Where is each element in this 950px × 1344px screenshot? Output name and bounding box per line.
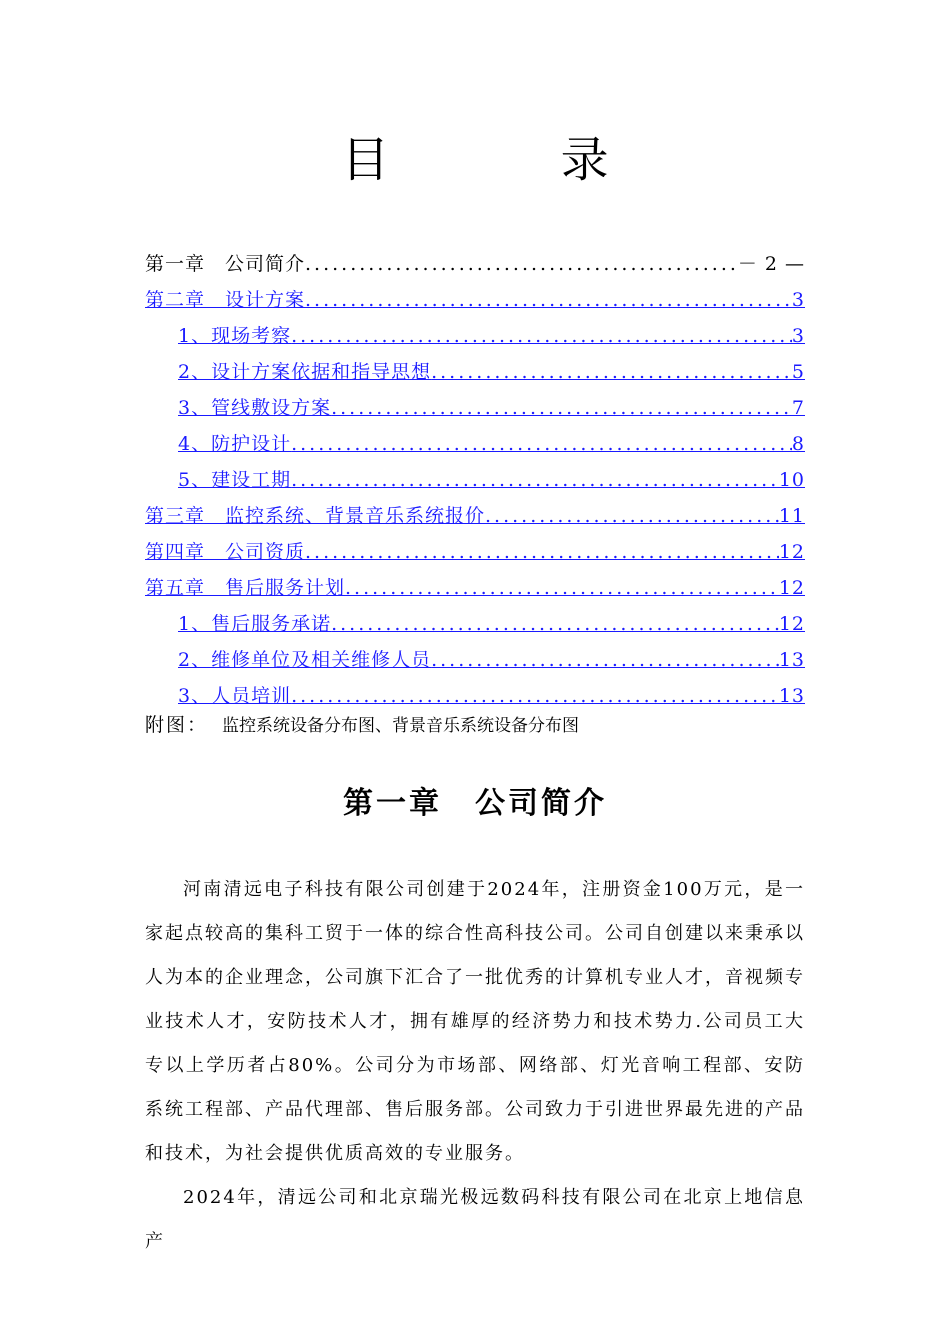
toc-entry-pipeline-plan[interactable]: [145, 384, 805, 420]
toc-entry-chapter-5[interactable]: [145, 564, 805, 600]
toc-leader-dots: [431, 648, 779, 672]
toc-entry-label: 3、管线敷设方案: [178, 397, 332, 419]
toc-entry-page: 3: [791, 325, 805, 347]
toc-entry-label: 第二章 设计方案: [145, 289, 306, 311]
toc-entry-page: 13: [778, 649, 805, 671]
toc-entry-page: 10: [778, 469, 805, 491]
toc-leader-dots: [291, 432, 792, 456]
toc-leader-dots: [431, 360, 792, 384]
toc-leader-dots: [291, 324, 792, 348]
toc-leader-dots: [345, 576, 779, 600]
toc-entry-page: 7: [791, 397, 805, 419]
toc-entry-label: 4、防护设计: [178, 433, 292, 455]
toc-entry-page: 5: [791, 361, 805, 383]
toc-entry-page: 3: [791, 289, 805, 311]
toc-entry-label: 1、现场考察: [178, 325, 292, 347]
appendix-label: 附图：: [145, 713, 209, 736]
chapter-body: [145, 868, 805, 1264]
toc-entry-design-basis[interactable]: [145, 348, 805, 384]
toc-entry-page: － 2 —: [737, 253, 805, 275]
toc-leader-dots: [331, 612, 779, 636]
appendix-text: 监控系统设备分布图、背景音乐系统设备分布图: [222, 715, 580, 736]
toc-entry-staff-training[interactable]: [145, 672, 805, 708]
toc-entry-label: 第四章 公司资质: [145, 541, 306, 563]
toc-entry-chapter-3[interactable]: [145, 492, 805, 528]
toc-leader-dots: [331, 396, 792, 420]
toc-entry-label: 2、设计方案依据和指导思想: [178, 361, 432, 383]
toc-title: 目 录: [341, 132, 687, 188]
toc-entry-page: 12: [778, 541, 805, 563]
toc-entry-label: 第三章 监控系统、背景音乐系统报价: [145, 505, 486, 527]
toc-entry-construction-period[interactable]: [145, 456, 805, 492]
toc-entry-label: 1、售后服务承诺: [178, 613, 332, 635]
toc-entry-maintenance-staff[interactable]: [145, 636, 805, 672]
body-paragraph: 河南清远电子科技有限公司创建于2024年，注册资金100万元，是一家起点较高的集科工贸于一体的综合性高科技公司。公司自创建以来秉承以人为本的企业理念，公司旗下汇合了一批优秀的计算机专业人才，音视频专业技术人才，安防技术人才，拥有雄厚的经济势力和技术势力.公司员工大专以上学历者占80%。公司分为市场部、网络部、灯光音响工程部、安防系统工程部、产品代理部、售后服务部。公司致力于引进世界最先进的产品和技术，为社会提供优质高效的专业服务。: [145, 879, 805, 1164]
toc-entry-label: 5、建设工期: [178, 469, 292, 491]
toc-leader-dots: [485, 504, 779, 528]
toc-entry-label: 3、人员培训: [178, 685, 292, 707]
toc-entry-label: 2、维修单位及相关维修人员: [178, 649, 432, 671]
chapter-title: 第一章 公司简介: [343, 786, 607, 821]
toc-entry-page: 12: [778, 577, 805, 599]
toc-entry-site-survey[interactable]: [145, 312, 805, 348]
toc-entry-page: 12: [778, 613, 805, 635]
toc-entry-chapter-1[interactable]: [145, 240, 805, 276]
toc-appendix-note: [145, 708, 805, 738]
toc-entry-page: 13: [778, 685, 805, 707]
toc-entry-page: 11: [778, 505, 805, 527]
toc-entry-protection-design[interactable]: [145, 420, 805, 456]
toc-leader-dots: [291, 468, 779, 492]
toc-leader-dots: [291, 684, 779, 708]
toc-leader-dots: [305, 540, 779, 564]
toc-entry-chapter-4[interactable]: [145, 528, 805, 564]
toc-leader-dots: [305, 288, 792, 312]
body-paragraph: 2024年，清远公司和北京瑞光极远数码科技有限公司在北京上地信息产: [145, 1187, 805, 1252]
toc-entry-service-commitment[interactable]: [145, 600, 805, 636]
toc-entry-page: 8: [791, 433, 805, 455]
toc-leader-dots: [305, 252, 738, 276]
toc-entry-chapter-2[interactable]: [145, 276, 805, 312]
toc-entry-label: 第一章 公司简介: [145, 253, 306, 275]
toc-entry-label: 第五章 售后服务计划: [145, 577, 346, 599]
table-of-contents: [145, 240, 805, 738]
